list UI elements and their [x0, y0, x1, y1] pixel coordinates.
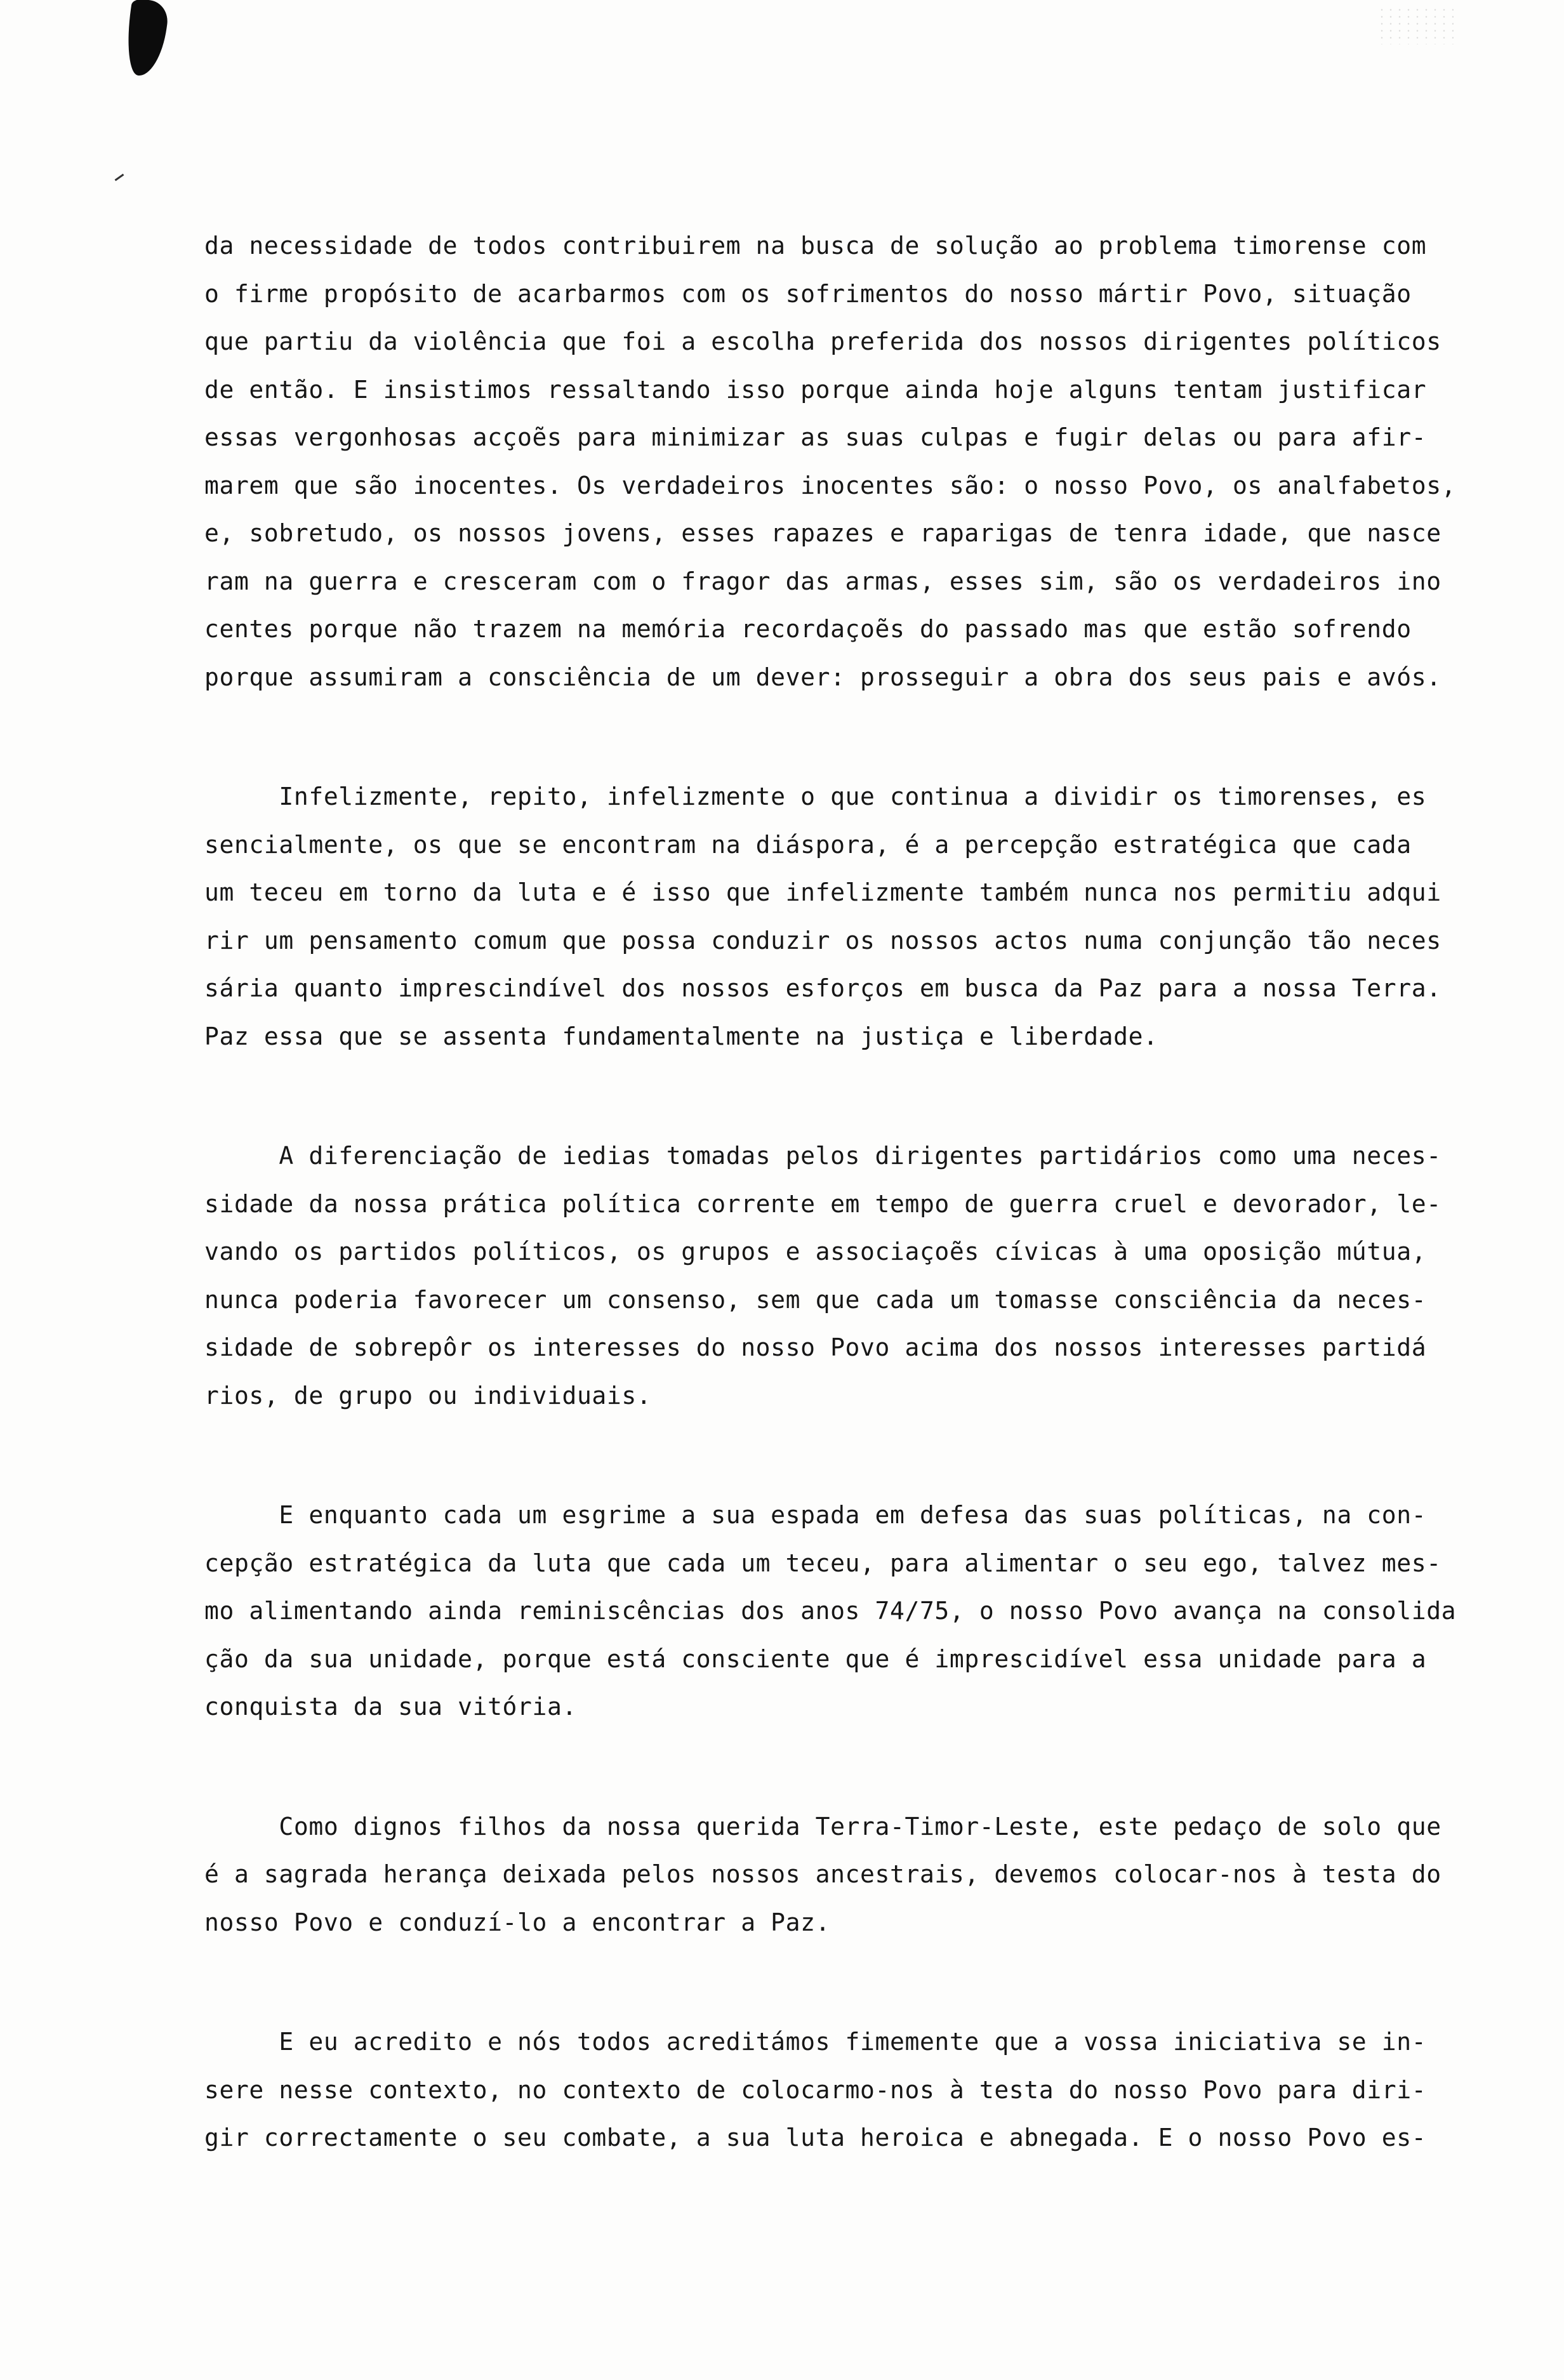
text-line: ção da sua unidade, porque está consciente que é imprescidível essa unidade para a: [204, 1644, 1427, 1673]
text-line: nunca poderia favorecer um consenso, sem que cada um tomasse consciência da neces-: [204, 1285, 1427, 1314]
text-line: rios, de grupo ou individuais.: [204, 1381, 652, 1410]
text-line: Como dignos filhos da nossa querida Terra-Timor-Leste, este pedaço de solo que: [204, 1812, 1441, 1841]
text-line: que partiu da violência que foi a escolha preferida dos nossos dirigentes políticos: [204, 327, 1441, 355]
text-line: Paz essa que se assenta fundamentalmente na justiça e liberdade.: [204, 1022, 1158, 1050]
text-line: marem que são inocentes. Os verdadeiros inocentes são: o nosso Povo, os analfabetos,: [204, 471, 1457, 499]
text-line: é a sagrada herança deixada pelos nossos ancestrais, devemos colocar-nos à testa do: [204, 1860, 1441, 1888]
text-line: conquista da sua vitória.: [204, 1693, 577, 1721]
paragraph-4: [204, 1491, 1525, 1731]
text-line: sidade de sobrepôr os interesses do nosso Povo acima dos nossos interesses partidá: [204, 1333, 1427, 1361]
paper-specks: [1377, 6, 1454, 44]
page-body: [204, 222, 1525, 2234]
text-line: E enquanto cada um esgrime a sua espada em defesa das suas políticas, na con-: [204, 1501, 1427, 1529]
text-line: o firme propósito de acarbarmos com os sofrimentos do nosso mártir Povo, situação: [204, 279, 1412, 308]
text-line: rir um pensamento comum que possa conduzir os nossos actos numa conjunção tão neces: [204, 926, 1441, 955]
text-line: essas vergonhosas acçoẽs para minimizar as suas culpas e fugir delas ou para afir-: [204, 423, 1427, 451]
paragraph-5: [204, 1803, 1525, 1947]
text-line: sidade da nossa prática política corrente em tempo de guerra cruel e devorador, le-: [204, 1189, 1441, 1218]
paragraph-2: [204, 773, 1525, 1061]
text-line: Infelizmente, repito, infelizmente o que continua a dividir os timorenses, es: [204, 783, 1427, 810]
text-line: ram na guerra e cresceram com o fragor das armas, esses sim, são os verdadeiros ino: [204, 567, 1441, 595]
text-line: sária quanto imprescindível dos nossos esforços em busca da Paz para a nossa Terra.: [204, 974, 1441, 1002]
text-line: mo alimentando ainda reminiscências dos anos 74/75, o nosso Povo avança na consolida: [204, 1597, 1457, 1625]
text-line: da necessidade de todos contribuirem na busca de solução ao problema timorense com: [204, 232, 1427, 260]
text-line: um teceu em torno da luta e é isso que infelizmente também nunca nos permitiu adqui: [204, 878, 1441, 906]
text-line: sere nesse contexto, no contexto de colocarmo-nos à testa do nosso Povo para diri-: [204, 2075, 1427, 2104]
text-line: A diferenciação de iedias tomadas pelos dirigentes partidários como uma neces-: [204, 1142, 1441, 1170]
text-line: sencialmente, os que se encontram na diáspora, é a percepção estratégica que cada: [204, 830, 1412, 859]
paragraph-3: [204, 1132, 1525, 1420]
pen-mark: [115, 174, 124, 182]
ink-blot: [122, 0, 170, 79]
text-line: E eu acredito e nós todos acreditámos fimemente que a vossa iniciativa se in-: [204, 2028, 1427, 2056]
text-line: gir correctamente o seu combate, a sua luta heroica e abnegada. E o nosso Povo es-: [204, 2124, 1427, 2152]
text-line: vando os partidos políticos, os grupos e associaçoẽs cívicas à uma oposição mútua,: [204, 1238, 1427, 1266]
paragraph-1: [204, 222, 1525, 701]
text-line: cepção estratégica da luta que cada um teceu, para alimentar o seu ego, talvez mes-: [204, 1549, 1441, 1577]
text-line: e, sobretudo, os nossos jovens, esses rapazes e raparigas de tenra idade, que nasce: [204, 519, 1441, 547]
text-line: centes porque não trazem na memória recordaçoẽs do passado mas que estão sofrendo: [204, 615, 1412, 643]
paragraph-6: [204, 2018, 1525, 2162]
text-line: porque assumiram a consciência de um dever: prosseguir a obra dos seus pais e avós.: [204, 663, 1441, 691]
text-line: de então. E insistimos ressaltando isso porque ainda hoje alguns tentam justificar: [204, 375, 1427, 404]
text-line: nosso Povo e conduzí-lo a encontrar a Paz.: [204, 1908, 831, 1936]
